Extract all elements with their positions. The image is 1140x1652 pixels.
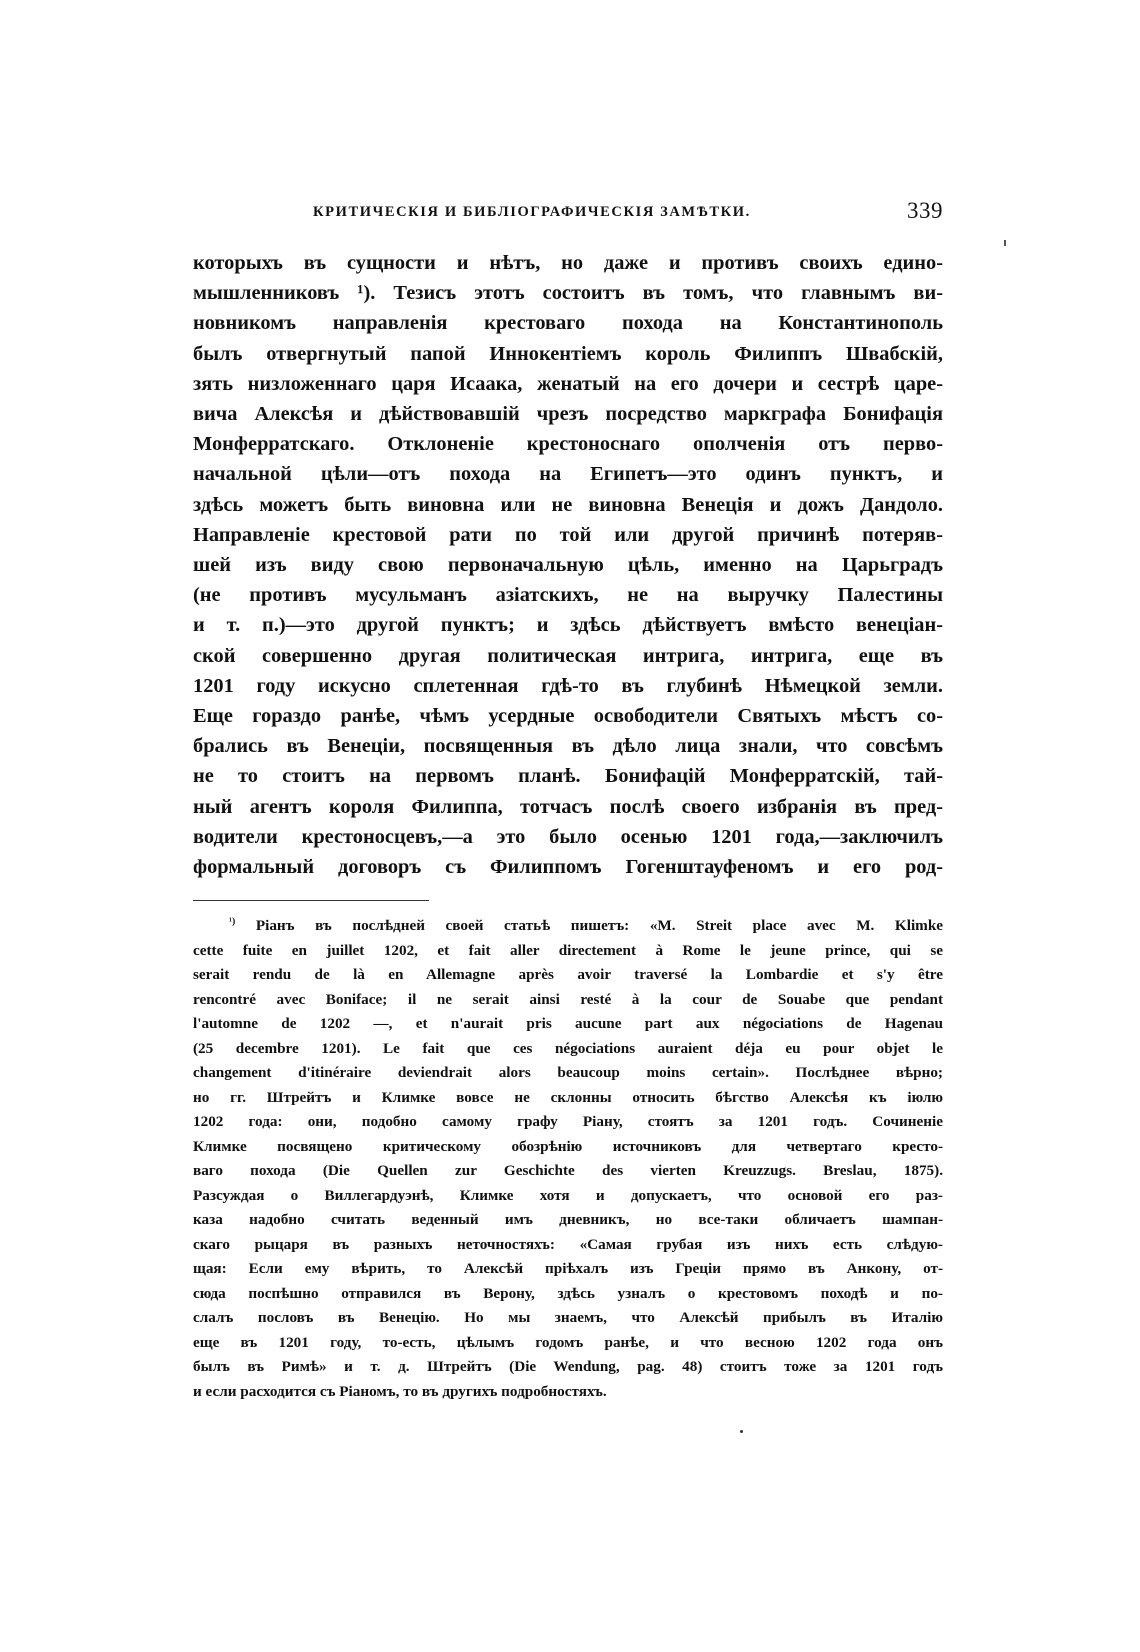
body-line: 1201 году искусно сплетенная гдѣ-то въ глубинѣ Нѣмецкой земли.: [193, 674, 943, 697]
body-line: водители крестоносцевъ,—а это было осенью 1201 года,—заключилъ: [193, 825, 943, 848]
footnote-line: слалъ пословъ въ Венецію. Но мы знаемъ, что Алексѣй прибылъ въ Италію: [193, 1309, 943, 1326]
footnote-line: и если расходится съ Ріаномъ, то въ другихъ подробностяхъ.: [193, 1382, 607, 1400]
footnote-first-text: Ріанъ въ послѣдней своей статьѣ пишетъ: «M. Streit place avec M. Klimke: [255, 917, 944, 934]
footnote-marker: ¹): [229, 915, 236, 927]
footnote-line: но гг. Штрейтъ и Климке вовсе не склонны относить бѣгство Алексѣя къ іюлю: [193, 1088, 943, 1106]
body-line: (не противъ мусульманъ азіатскихъ, не на выручку Палестины: [193, 584, 943, 607]
footnote: [193, 914, 943, 1404]
footnote-line: 1202 года: они, подобно самому графу Ріану, стоятъ за 1201 годъ. Сочиненіе: [193, 1113, 943, 1130]
footnote-line: serait rendu de là en Allemagne après avoir traversé la Lombardie et s'y être: [193, 966, 943, 983]
body-line: ской совершенно другая политическая интрига, интрига, еще въ: [193, 644, 943, 667]
body-line: новникомъ направленія крестоваго похода на Константинополь: [193, 312, 943, 335]
body-text: [193, 248, 943, 882]
body-line: и т. п.)—это другой пунктъ; и здѣсь дѣйствуетъ вмѣсто венеціан-: [193, 614, 943, 637]
footnote-line: былъ въ Римѣ» и т. д. Штрейтъ (Die Wendung, pag. 48) стоитъ тоже за 1201 годъ: [193, 1358, 943, 1375]
body-line: мышленниковъ ¹). Тезисъ этотъ состоитъ въ томъ, что главнымъ ви-: [193, 282, 943, 305]
page-number: 339: [907, 198, 943, 223]
body-line: начальной цѣли—отъ похода на Египетъ—это одинъ пунктъ, и: [193, 463, 943, 486]
body-line: не то стоитъ на первомъ планѣ. Бонифацій Монферратскій, тай-: [193, 765, 943, 788]
body-line: которыхъ въ сущности и нѣтъ, но даже и противъ своихъ едино-: [193, 252, 943, 274]
footnote-first-line: [193, 914, 943, 939]
footnote-line: скаго рыцаря въ разныхъ неточностяхъ: «Самая грубая изъ нихъ есть слѣдую-: [193, 1235, 943, 1253]
footnote-rule: [193, 900, 429, 901]
footnote-line: Климке посвящено критическому обозрѣнію источниковъ для четвертаго кресто-: [193, 1137, 943, 1155]
body-line: Монферратскаго. Отклоненіе крестоноснаго ополченія отъ перво-: [193, 433, 943, 456]
stray-mark: [740, 1430, 743, 1433]
running-title: КРИТИЧЕСКІЯ И БИБЛІОГРАФИЧЕСКІЯ ЗАМѢТКИ.: [313, 204, 751, 220]
body-line: зять низложеннаго царя Исаака, женатый на его дочери и сестрѣ царе-: [193, 372, 943, 395]
footnote-line: cette fuite en juillet 1202, et fait aller directement à Rome le jeune prince, qui se: [193, 941, 943, 959]
footnote-line: ваго похода (Die Quellen zur Geschichte des vierten Kreuzzugs. Breslau, 1875).: [193, 1162, 943, 1179]
footnote-line: каза надобно считать веденный имъ дневникъ, но все-таки обличаетъ шампан-: [193, 1211, 943, 1228]
page-header: [193, 198, 943, 232]
footnote-line: щая: Если ему вѣрить, то Алексѣй пріѣхалъ изъ Греціи прямо въ Анкону, от-: [193, 1260, 943, 1277]
body-line: брались въ Венеціи, посвященныя въ дѣло лица знали, что совсѣмъ: [193, 735, 943, 758]
footnote-line: еще въ 1201 году, то-есть, цѣлымъ годомъ ранѣе, и что весною 1202 года онъ: [193, 1333, 943, 1351]
margin-mark: [1004, 240, 1006, 246]
footnote-line: сюда поспѣшно отправился въ Верону, здѣсь узналъ о крестовомъ походѣ и по-: [193, 1284, 943, 1302]
body-line: формальный договоръ съ Филиппомъ Гогенштауфеномъ и его род-: [193, 856, 943, 879]
body-line: Еще гораздо ранѣе, чѣмъ усердные освободители Святыхъ мѣстъ со-: [193, 705, 943, 728]
body-line: Направленіе крестовой рати по той или другой причинѣ потеряв-: [193, 523, 943, 546]
footnote-line: rencontré avec Boniface; il ne serait ainsi resté à la cour de Souabe que pendant: [193, 990, 943, 1008]
footnote-line: (25 decembre 1201). Le fait que ces négociations auraient déja eu pour objet le: [193, 1039, 943, 1057]
footnote-line: l'automne de 1202 —, et n'aurait pris aucune part aux négociations de Hagenau: [193, 1015, 943, 1032]
body-line: былъ отвергнутый папой Иннокентіемъ король Филиппъ Швабскій,: [193, 342, 943, 365]
body-line: шей изъ виду свою первоначальную цѣль, именно на Царьградъ: [193, 554, 943, 577]
body-line: здѣсь можетъ быть виновна или не виновна Венеція и дожъ Дандоло.: [193, 493, 943, 516]
footnote-line: Разсуждая о Виллегардуэнѣ, Климке хотя и допускаетъ, что основой его раз-: [193, 1186, 943, 1204]
body-line: ный агентъ короля Филиппа, тотчасъ послѣ своего избранія въ пред-: [193, 795, 943, 818]
footnote-line: changement d'itinéraire deviendrait alors beaucoup moins certain». Послѣднее вѣрно;: [193, 1064, 943, 1081]
body-line: вича Алексѣя и дѣйствовавшій чрезъ посредство маркграфа Бонифація: [193, 403, 943, 426]
